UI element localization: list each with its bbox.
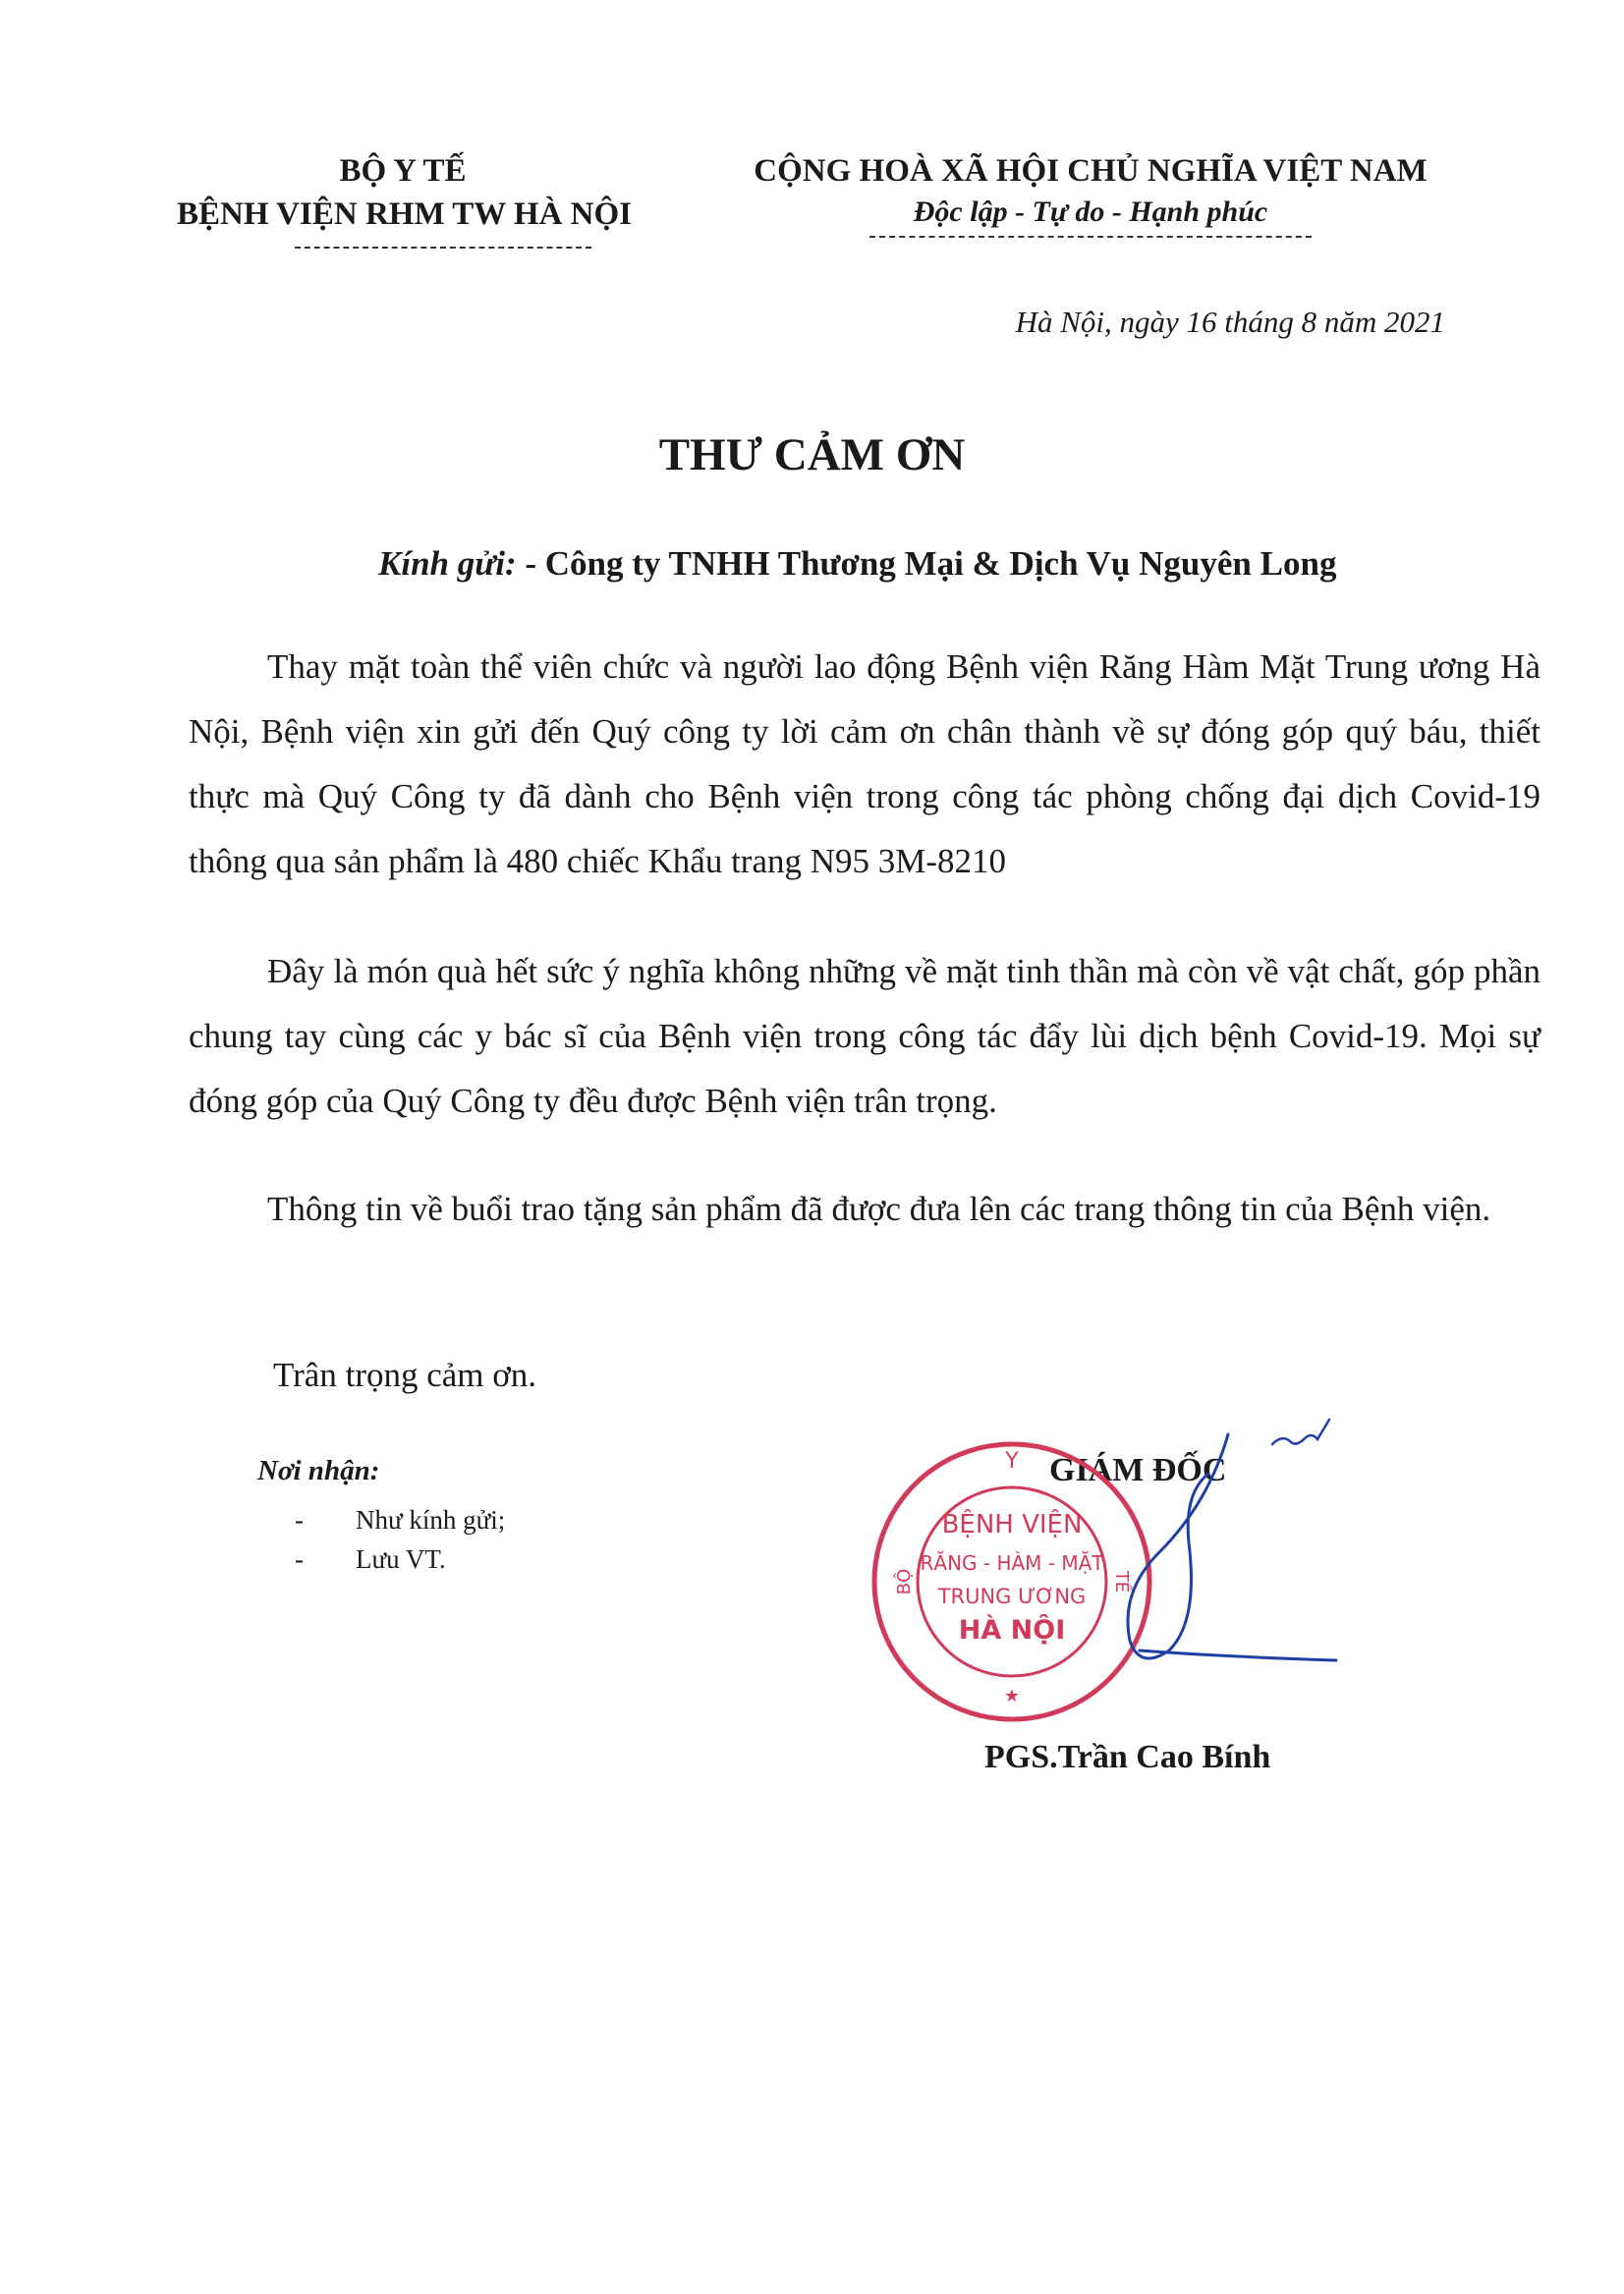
national-header (732, 149, 1449, 232)
document-title: THƯ CẢM ƠN (658, 429, 966, 480)
national-title: CỘNG HOÀ XÃ HỘI CHỦ NGHĨA VIỆT NAM (754, 153, 1428, 189)
body-paragraph-3: Thông tin về buổi trao tặng sản phẩm đã được đưa lên các trang thông tin của Bệnh viện. (267, 1190, 1491, 1228)
list-item: - Lưu VT. (295, 1544, 446, 1574)
recipients-label: Nơi nhận: (257, 1455, 380, 1486)
recipient-label: Kính gửi: (378, 544, 517, 583)
signer-position: GIÁM ĐỐC (1049, 1452, 1227, 1488)
stamp-ring-right: TẾ (1111, 1570, 1132, 1594)
stamp-line-1: BỆNH VIỆN (941, 1510, 1083, 1539)
recipient-name: - Công ty TNHH Thương Mại & Dịch Vụ Nguyên Long (525, 544, 1337, 583)
stamp-line-3: TRUNG ƯƠNG (937, 1585, 1087, 1608)
stamp-ring-left: BỘ (894, 1568, 915, 1595)
body-paragraph-1: Thay mặt toàn thể viên chức và người lao động Bệnh viện Răng Hàm Mặt Trung ương Hà Nội, Bệnh viện xin gửi đến Quý công ty lời cảm ơn chân thành về sự đóng góp quý báu, thiết thực mà Quý Công ty đã dành cho Bệnh viện trong công tác phòng chống đại dịch Covid-19 thông qua sản phẩm là 480 chiếc Khẩu trang N95 3M-8210 (189, 647, 1540, 880)
ministry-name: BỘ Y TẾ (339, 153, 467, 189)
document-date: Hà Nội, ngày 16 tháng 8 năm 2021 (1015, 305, 1445, 339)
hospital-name: BỆNH VIỆN RHM TW HÀ NỘI (177, 196, 632, 232)
recipients-list (295, 1500, 505, 1579)
issuer-header (177, 149, 632, 236)
closing-line: Trân trọng cảm ơn. (273, 1356, 537, 1394)
stamp-line-2: RĂNG - HÀM - MẶT (920, 1551, 1104, 1575)
star-icon: ★ (1003, 1686, 1021, 1707)
handwritten-signature (1022, 1415, 1366, 1729)
national-motto: Độc lập - Tự do - Hạnh phúc (913, 196, 1268, 228)
body-paragraph-2: Đây là món quà hết sức ý nghĩa không những về mặt tinh thần mà còn về vật chất, góp phần chung tay cùng các y bác sĩ của Bệnh viện trong công tác đẩy lùi dịch bệnh Covid-19. Mọi sự đóng góp của Quý Công ty đều được Bệnh viện trân trọng. (189, 952, 1540, 1120)
stamp-ring-top: Y (1005, 1449, 1019, 1474)
signer-name: PGS.Trần Cao Bính (984, 1739, 1271, 1775)
issuer-underline (295, 247, 591, 249)
list-item: - Như kính gửi; (295, 1505, 506, 1535)
national-underline (869, 236, 1312, 238)
stamp-line-4: HÀ NỘI (958, 1615, 1066, 1646)
recipient-line (378, 544, 1336, 584)
